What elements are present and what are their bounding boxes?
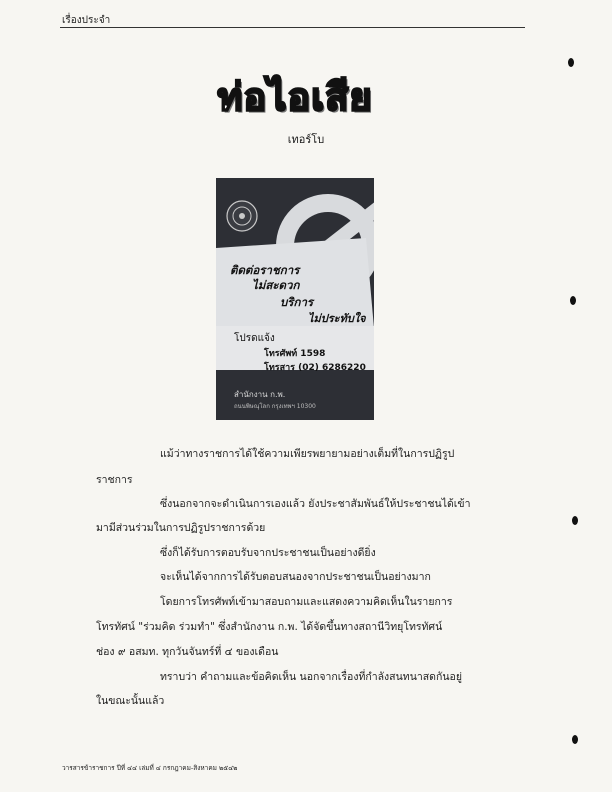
binder-hole xyxy=(572,516,578,525)
binder-hole xyxy=(568,58,574,67)
poster-line-3: บริการ xyxy=(280,295,314,309)
poster-office: สำนักงาน ก.พ. xyxy=(234,390,286,399)
body-line: มามีส่วนร่วมในการปฏิรูปราชการด้วย xyxy=(96,522,266,534)
poster-address: ถนนพิษณุโลก กรุงเทพฯ 10300 xyxy=(234,403,316,410)
article-title: ท่อไอเสีย xyxy=(217,75,373,119)
binder-hole xyxy=(572,735,578,744)
article-author: เทอร์โบ xyxy=(287,133,325,146)
body-line: โทรทัศน์ "ร่วมคิด ร่วมทำ" ซึ่งสำนักงาน ก.พ. ได้จัดขึ้นทางสถานีวิทยุโทรทัศน์ xyxy=(96,621,443,633)
poster-phone: โทรศัพท์ 1598 xyxy=(264,349,326,359)
body-line: ทราบว่า คำถามและข้อคิดเห็น นอกจากเรื่องที่กำลังสนทนาสดกันอยู่ xyxy=(160,671,462,683)
body-line: จะเห็นได้จากการได้รับตอบสนองจากประชาชนเป็นอย่างมาก xyxy=(160,571,431,583)
poster-line-4: ไม่ประทับใจ xyxy=(308,312,366,325)
binder-hole xyxy=(570,296,576,305)
body-line: โดยการโทรศัพท์เข้ามาสอบถามและแสดงความคิดเห็นในรายการ xyxy=(160,596,453,608)
header-rule xyxy=(60,27,525,28)
body-line: แม้ว่าทางราชการได้ใช้ความเพียรพยายามอย่างเต็มที่ในการปฏิรูป xyxy=(160,448,455,460)
page-footer: วารสารข้าราชการ ปีที่ ๔๔ เล่มที่ ๔ กรกฎาคม-สิงหาคม ๒๕๔๒ xyxy=(62,764,238,772)
poster-line-1: ติดต่อราชการ xyxy=(230,263,300,277)
poster-please-notify: โปรดแจ้ง xyxy=(234,333,275,344)
poster-fax: โทรสาร (02) 6286220 xyxy=(264,363,366,373)
body-line: ราชการ xyxy=(96,474,133,486)
poster-image xyxy=(216,178,374,420)
body-line: ซึ่งนอกจากจะดำเนินการเองแล้ว ยังประชาสัมพันธ์ให้ประชาชนได้เข้า xyxy=(160,498,471,510)
body-line: ในขณะนั้นแล้ว xyxy=(96,695,165,707)
section-label: เรื่องประจำ xyxy=(62,15,111,26)
poster-line-2: ไม่สะดวก xyxy=(252,278,300,292)
body-line: ช่อง ๙ อสมท. ทุกวันจันทร์ที่ ๔ ของเดือน xyxy=(96,646,279,658)
body-line: ซึ่งก็ได้รับการตอบรับจากประชาชนเป็นอย่างดียิ่ง xyxy=(160,547,376,559)
